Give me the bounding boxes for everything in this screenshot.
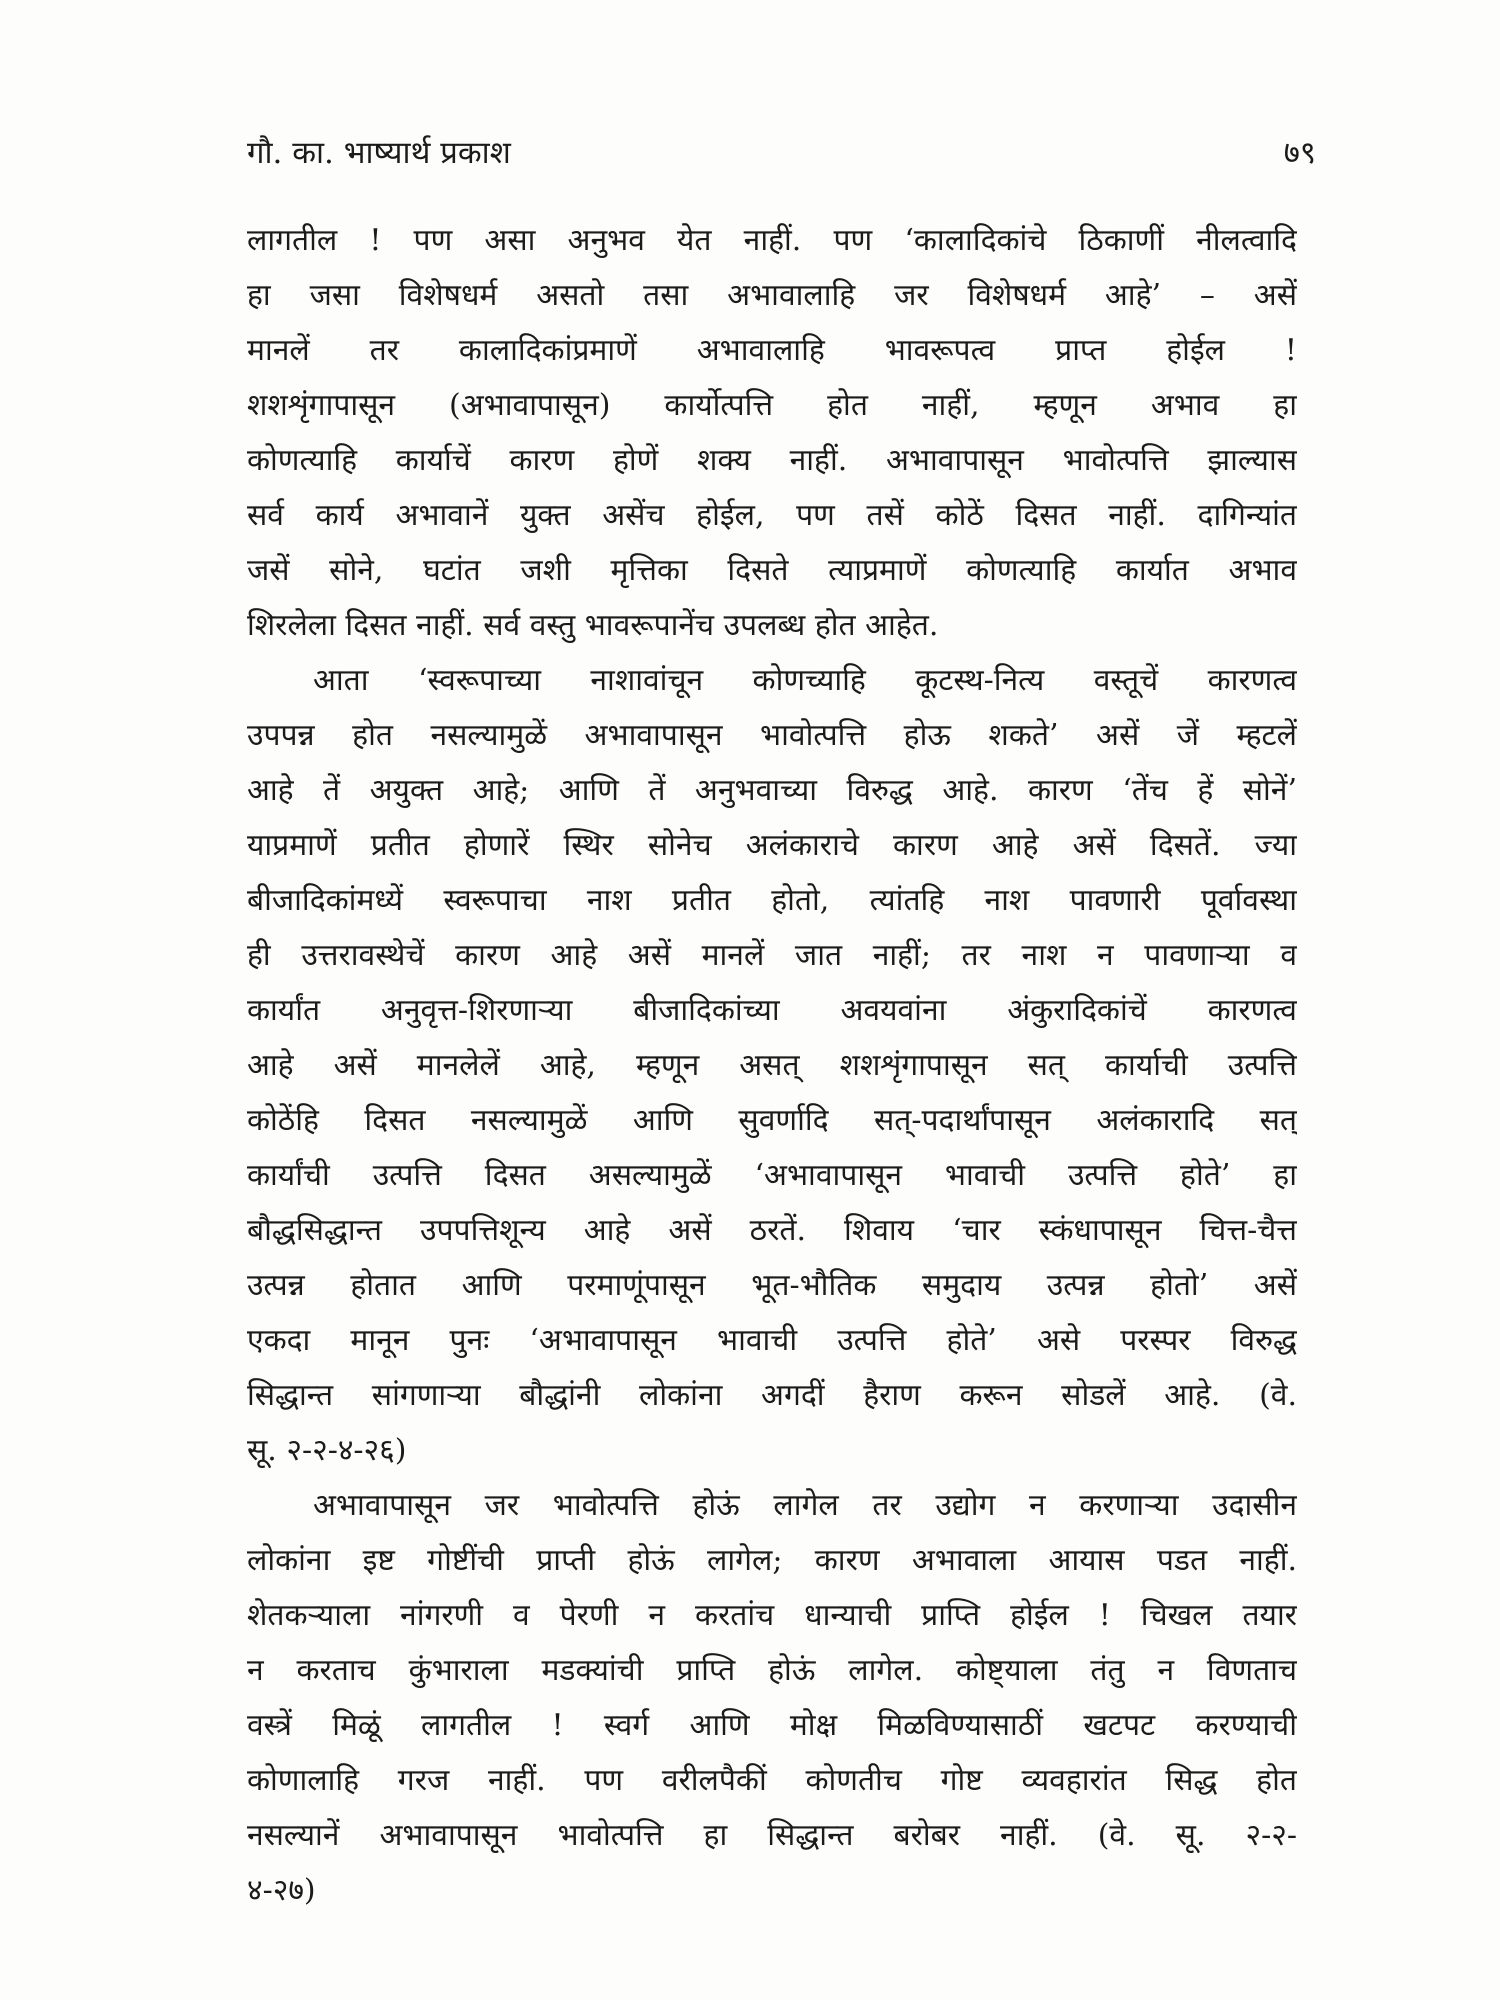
text-line: अभावापासून जर भावोत्पत्ति होऊं लागेल तर उद्योग न करणाऱ्या उदासीन xyxy=(313,1488,1297,1523)
text-line: नसल्यानें अभावापासून भावोत्पत्ति हा सिद्धान्त बरोबर नाहीं. (वे. सू. २-२- xyxy=(247,1818,1297,1853)
text-line: उत्पन्न होतात आणि परमाणूंपासून भूत-भौतिक समुदाय उत्पन्न होतो’ असें xyxy=(247,1268,1297,1303)
text-line: सू. २-२-४-२६) xyxy=(247,1433,407,1468)
text-line: ४-२७) xyxy=(247,1873,316,1908)
paragraph-1 xyxy=(247,213,1297,653)
text-line: न करताच कुंभाराला मडक्यांची प्राप्ति होऊं लागेल. कोष्ट्याला तंतु न विणताच xyxy=(247,1653,1297,1688)
text-line: कार्यांत अनुवृत्त-शिरणाऱ्या बीजादिकांच्या अवयवांना अंकुरादिकांचें कारणत्व xyxy=(247,993,1297,1028)
text-line: आता ‘स्वरूपाच्या नाशावांचून कोणच्याहि कूटस्थ-नित्य वस्तूचें कारणत्व xyxy=(313,663,1297,698)
text-line: उपपन्न होत नसल्यामुळें अभावापासून भावोत्पत्ति होऊ शकते’ असें जें म्हटलें xyxy=(247,718,1297,753)
text-line: वस्त्रें मिळूं लागतील ! स्वर्ग आणि मोक्ष मिळविण्यासाठीं खटपट करण्याची xyxy=(247,1708,1297,1743)
text-line: सिद्धान्त सांगणाऱ्या बौद्धांनी लोकांना अगदीं हैराण करून सोडलें आहे. (वे. xyxy=(247,1378,1297,1413)
text-line: कोठेंहि दिसत नसल्यामुळें आणि सुवर्णादि सत्-पदार्थांपासून अलंकारादि सत् xyxy=(247,1103,1297,1138)
text-line: लोकांना इष्ट गोष्टींची प्राप्ती होऊं लागेल; कारण अभावाला आयास पडत नाहीं. xyxy=(247,1543,1297,1578)
text-line: कोणालाहि गरज नाहीं. पण वरीलपैकीं कोणतीच गोष्ट व्यवहारांत सिद्ध होत xyxy=(247,1763,1297,1798)
text-line: शेतकऱ्याला नांगरणी व पेरणी न करतांच धान्याची प्राप्ति होईल ! चिखल तयार xyxy=(247,1598,1297,1633)
text-line: सर्व कार्य अभावानें युक्त असेंच होईल, पण तसें कोठें दिसत नाहीं. दागिन्यांत xyxy=(247,498,1297,533)
text-line: कार्यांची उत्पत्ति दिसत असल्यामुळें ‘अभावापासून भावाची उत्पत्ति होते’ हा xyxy=(247,1158,1297,1193)
text-line: एकदा मानून पुनः ‘अभावापासून भावाची उत्पत्ति होते’ असे परस्पर विरुद्ध xyxy=(247,1323,1297,1358)
paragraph-2 xyxy=(247,653,1297,1478)
text-line: बौद्धसिद्धान्त उपपत्तिशून्य आहे असें ठरतें. शिवाय ‘चार स्कंधापासून चित्त-चैत्त xyxy=(247,1213,1297,1248)
text-line: कोणत्याहि कार्याचें कारण होणें शक्य नाहीं. अभावापासून भावोत्पत्ति झाल्यास xyxy=(247,443,1297,478)
text-line: जसें सोने, घटांत जशी मृत्तिका दिसते त्याप्रमाणें कोणत्याहि कार्यात अभाव xyxy=(247,553,1297,588)
text-line: आहे असें मानलेलें आहे, म्हणून असत् शशशृंगापासून सत् कार्याची उत्पत्ति xyxy=(247,1048,1297,1083)
paragraph-3 xyxy=(247,1478,1297,1918)
text-line: ही उत्तरावस्थेचें कारण आहे असें मानलें जात नाहीं; तर नाश न पावणाऱ्या व xyxy=(247,938,1297,973)
running-header xyxy=(247,126,1316,181)
text-line: लागतील ! पण असा अनुभव येत नाहीं. पण ‘कालादिकांचे ठिकाणीं नीलत्वादि xyxy=(247,223,1297,258)
text-line: आहे तें अयुक्त आहे; आणि तें अनुभवाच्या विरुद्ध आहे. कारण ‘तेंच हें सोनें’ xyxy=(247,773,1297,808)
text-line: मानलें तर कालादिकांप्रमाणें अभावालाहि भावरूपत्व प्राप्त होईल ! xyxy=(247,333,1297,368)
text-line: याप्रमाणें प्रतीत होणारें स्थिर सोनेच अलंकाराचे कारण आहे असें दिसतें. ज्या xyxy=(247,828,1297,863)
body-text xyxy=(247,213,1297,1918)
text-line: हा जसा विशेषधर्म असतो तसा अभावालाहि जर विशेषधर्म आहे’ – असें xyxy=(247,278,1297,313)
page-number: ७९ xyxy=(1283,135,1316,171)
running-header-title: गौ. का. भाष्यार्थ प्रकाश xyxy=(247,135,511,171)
text-line: शशशृंगापासून (अभावापासून) कार्योत्पत्ति होत नाहीं, म्हणून अभाव हा xyxy=(247,388,1297,423)
text-line: बीजादिकांमध्यें स्वरूपाचा नाश प्रतीत होतो, त्यांतहि नाश पावणारी पूर्वावस्था xyxy=(247,883,1297,918)
text-line: शिरलेला दिसत नाहीं. सर्व वस्तु भावरूपानेंच उपलब्ध होत आहेत. xyxy=(247,608,939,643)
